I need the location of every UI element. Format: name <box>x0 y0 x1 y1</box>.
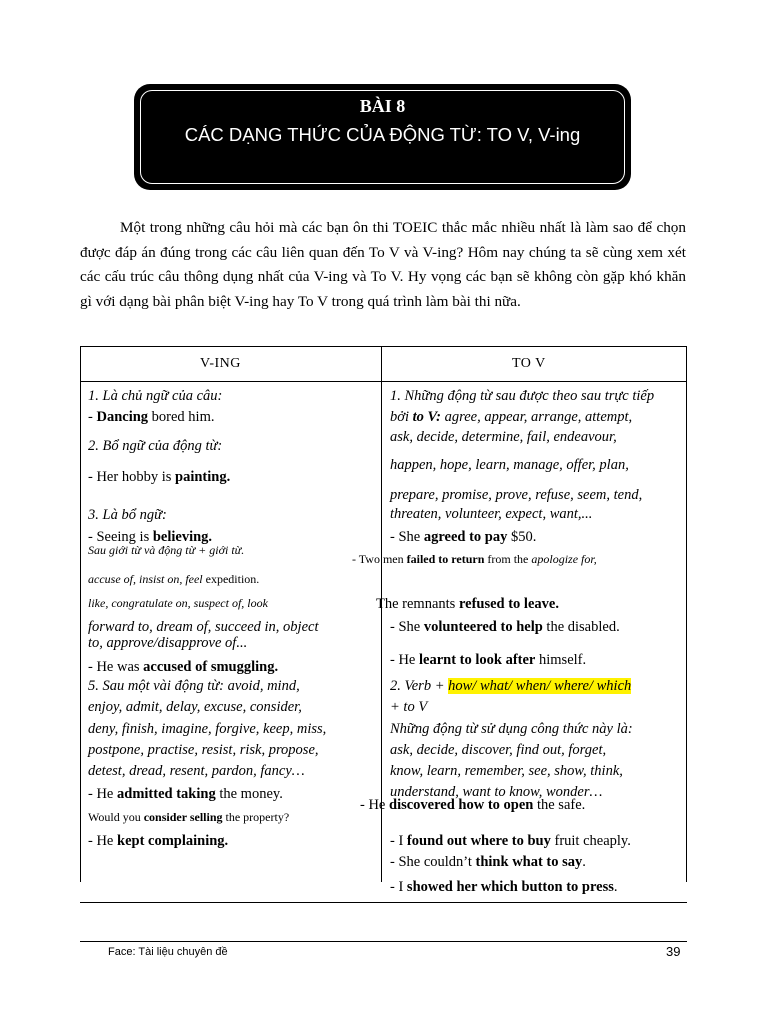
header-tov: TO V <box>512 356 546 371</box>
ving-rule-5-line-5: detest, dread, resent, pardon, fancy… <box>88 763 305 779</box>
tov-rule-1-line-3: ask, decide, determine, fail, endeavour, <box>390 429 617 445</box>
ving-rule-4-line-2: like, congratulate on, suspect of, look <box>88 596 268 610</box>
ving-rule-5-line-3: deny, finish, imagine, forgive, keep, miss, <box>88 721 327 737</box>
tov-rule-1-line-1: 1. Những động từ sau được theo sau trực tiếp <box>390 388 655 404</box>
ving-example-3: - Seeing is believing. <box>88 529 213 545</box>
ving-rule-1: 1. Là chủ ngữ của câu: <box>88 388 223 404</box>
ving-rule-4-line-3: forward to, dream of, succeed in, object <box>88 619 319 635</box>
ving-example-7: - He kept complaining. <box>88 833 229 849</box>
tov-example-5: - He learnt to look after himself. <box>390 652 587 668</box>
ving-rule-4-line-4: to, approve/disapprove of... <box>88 635 248 651</box>
ving-rule-4-line-1: accuse of, insist on, feel expedition. <box>88 572 260 586</box>
lesson-number: BÀI 8 <box>359 96 406 116</box>
table-top-border <box>80 346 687 347</box>
lesson-title: CÁC DẠNG THỨC CỦA ĐỘNG TỪ: TO V, V-ing <box>184 124 581 145</box>
tov-example-1: - She agreed to pay $50. <box>390 529 537 545</box>
footer-rule <box>80 941 687 942</box>
ving-rule-5-line-1: 5. Sau một vài động từ: avoid, mind, <box>88 678 300 694</box>
tov-example-9: - I showed her which button to press. <box>390 879 618 895</box>
tov-example-7: - I found out where to buy fruit cheaply. <box>390 833 631 849</box>
ving-rule-5-line-4: postpone, practise, resist, risk, propose, <box>88 742 319 758</box>
tov-example-3: The remnants refused to leave. <box>376 596 559 612</box>
table-header-border <box>80 381 687 382</box>
page-number: 39 <box>666 944 681 959</box>
ving-rule-3: 3. Là bổ ngữ: <box>88 507 167 523</box>
table-bottom-border <box>80 902 687 903</box>
header-ving: V-ING <box>200 356 241 371</box>
tov-rule-2-head-line-2: + to V <box>390 699 428 715</box>
ving-rule-2: 2. Bổ ngữ của động từ: <box>88 438 223 454</box>
tov-rule-2-head: 2. Verb + how/ what/ when/ where/ which <box>390 678 632 694</box>
intro-paragraph: Một trong những câu hỏi mà các bạn ôn thi TOEIC thắc mắc nhiều nhất là làm sao để chọn được đáp án đúng trong các câu liên quan đến To V và V-ing? Hôm nay chúng ta sẽ cùng xem xét các cấu trúc câu thông dụng nhất của V-ing và To V. Hy vọng các bạn sẽ không còn gặp khó khăn gì với dạng bài phân biệt V-ing hay To V trong quá trình làm bài thi nữa. <box>80 219 686 310</box>
tov-rule-1-line-5: prepare, promise, prove, refuse, seem, tend, <box>390 487 643 503</box>
ving-example-5: - He admitted taking the money. <box>88 786 283 802</box>
tov-rule-2-line-1: Những động từ sử dụng công thức này là: <box>390 721 633 737</box>
tov-example-6: - He discovered how to open the safe. <box>360 797 586 813</box>
tov-rule-1-line-4: happen, hope, learn, manage, offer, plan, <box>390 457 629 473</box>
ving-rule-5-line-2: enjoy, admit, delay, excuse, consider, <box>88 699 302 715</box>
footer-source: Face: Tài liệu chuyên đề <box>108 946 228 958</box>
ving-example-4: - He was accused of smuggling. <box>88 659 279 675</box>
tov-rule-2-line-3: know, learn, remember, see, show, think, <box>390 763 623 779</box>
ving-example-2: - Her hobby is painting. <box>88 469 231 485</box>
ving-rule-4: Sau giới từ và động từ + giới từ. <box>88 543 245 557</box>
tov-example-2: - Two men failed to return from the apologize for, <box>352 552 597 566</box>
tov-example-4: - She volunteered to help the disabled. <box>390 619 620 635</box>
title-banner <box>134 84 631 190</box>
tov-rule-1-line-6: threaten, volunteer, expect, want,... <box>390 506 593 522</box>
table-right-border <box>686 346 687 882</box>
tov-rule-2-line-4: understand, want to know, wonder… <box>390 784 603 800</box>
tov-rule-1-line-2: bởi to V: agree, appear, arrange, attempt, <box>390 409 633 425</box>
tov-rule-2-line-2: ask, decide, discover, find out, forget, <box>390 742 607 758</box>
ving-example-1: - Dancing bored him. <box>88 409 215 425</box>
table-left-border <box>80 346 81 882</box>
tov-example-8: - She couldn’t think what to say. <box>390 854 586 870</box>
ving-example-6: Would you consider selling the property? <box>88 810 290 824</box>
